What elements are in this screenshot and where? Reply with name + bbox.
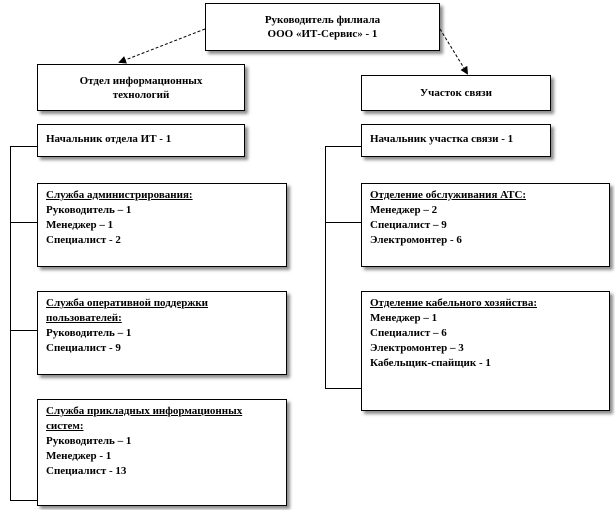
staff-row: Кабельщик-спайщик - 1 (370, 357, 491, 369)
pbx-maintenance-box (361, 183, 610, 267)
it-department-box (37, 64, 245, 111)
admin-service-title: Служба администрирования: (46, 189, 193, 201)
applied-systems-service-box (37, 399, 287, 506)
director-title: Руководитель филиала (264, 14, 381, 26)
communications-section-box (361, 75, 551, 111)
staff-row: Руководитель – 1 (46, 327, 132, 339)
director-company: ООО «ИТ-Сервис» - 1 (267, 28, 378, 40)
cable-facilities-title: Отделение кабельного хозяйства: (370, 297, 538, 309)
staff-row: Менеджер - 1 (46, 450, 112, 462)
communications-head-box (361, 124, 551, 157)
staff-row: Электромонтер – 3 (370, 342, 464, 354)
arrow-to-it-department (120, 29, 205, 62)
staff-row: Электромонтер - 6 (370, 234, 462, 246)
communications-head-label: Начальник участка связи - 1 (370, 133, 514, 145)
admin-service-box (37, 183, 287, 267)
communications-section-label: Участок связи (420, 87, 492, 99)
staff-row: Руководитель – 1 (46, 204, 132, 216)
user-support-service-box (37, 291, 287, 375)
staff-row: Менеджер – 2 (370, 204, 438, 216)
arrow-to-communications-section (440, 29, 467, 73)
staff-row: Специалист - 2 (46, 234, 121, 246)
staff-row: Специалист - 9 (46, 342, 121, 354)
pbx-maintenance-title: Отделение обслуживания АТС: (370, 189, 527, 201)
director-box (205, 3, 440, 51)
staff-row: Специалист – 9 (370, 219, 447, 231)
staff-row: Специалист - 13 (46, 465, 127, 477)
staff-row: Специалист – 6 (370, 327, 447, 339)
it-head-box (37, 124, 245, 157)
staff-row: Менеджер – 1 (46, 219, 114, 231)
it-head-label: Начальник отдела ИТ - 1 (46, 133, 172, 145)
applied-systems-service-title: Служба прикладных информационных систем: (46, 405, 243, 432)
staff-row: Менеджер – 1 (370, 312, 438, 324)
cable-facilities-box (361, 291, 610, 411)
user-support-service-title: Служба оперативной поддержки пользователей: (46, 297, 209, 324)
it-department-label: Отдел информационных технологий (79, 74, 203, 101)
staff-row: Руководитель – 1 (46, 435, 132, 447)
